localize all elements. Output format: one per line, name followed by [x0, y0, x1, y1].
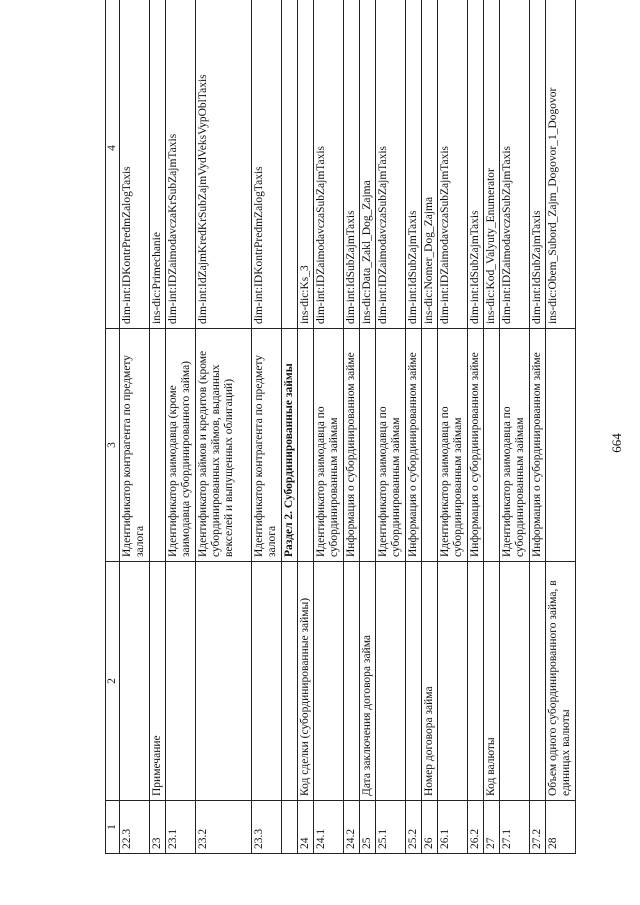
- row-number-cell: 24: [298, 801, 314, 854]
- header-cell-3: 3: [106, 329, 120, 562]
- row-description-cell: [422, 329, 438, 562]
- table-row: [166, 0, 196, 854]
- row-description-cell: Идентификатор займов и кредитов (кроме субординированных займов, выданных векселей и выпущенных облигаций): [196, 329, 252, 562]
- row-description-cell: Идентификатор заимодавца по субординированным займам: [500, 329, 530, 562]
- row-code-cell: ins-dic:Primechanie: [150, 0, 166, 329]
- table-header-row: [106, 0, 120, 854]
- header-cell-4: 4: [106, 0, 120, 329]
- register-table-body: [106, 0, 576, 854]
- table-row: [252, 0, 282, 854]
- row-name-cell: Объем одного субординированного займа, в единицах валюты: [546, 562, 576, 801]
- table-row: [530, 0, 546, 854]
- row-code-cell: dim-int:IDZaimodavczaSubZajmTaxis: [376, 0, 406, 329]
- table-row: [120, 0, 150, 854]
- row-description-cell: Раздел 2. Субординированные займы: [282, 329, 298, 562]
- row-number-cell: 25.2: [406, 801, 422, 854]
- row-number-cell: 23.1: [166, 801, 196, 854]
- row-name-cell: Код сделки (субординированные займы): [298, 562, 314, 801]
- table-row: [468, 0, 484, 854]
- row-name-cell: Дата заключения договора займа: [360, 562, 376, 801]
- row-description-cell: Информация о субординированном займе: [344, 329, 360, 562]
- row-code-cell: dim-int:IDZaimodavczaSubZajmTaxis: [438, 0, 468, 329]
- row-description-cell: [298, 329, 314, 562]
- row-name-cell: [196, 562, 252, 801]
- row-description-cell: Идентификатор заимодавца по субординированным займам: [438, 329, 468, 562]
- table-row: [484, 0, 500, 854]
- row-code-cell: ins-dic:Nomer_Dog_Zajma: [422, 0, 438, 329]
- row-number-cell: 25: [360, 801, 376, 854]
- row-number-cell: 28: [546, 801, 576, 854]
- row-name-cell: [376, 562, 406, 801]
- table-row: [546, 0, 576, 854]
- row-code-cell: dim-int:IDKontrPredmZalogTaxis: [252, 0, 282, 329]
- row-name-cell: [314, 562, 344, 801]
- row-description-cell: Идентификатор заимодавца по субординированным займам: [314, 329, 344, 562]
- page-number: 664: [609, 433, 624, 453]
- row-code-cell: dim-int:IdSubZajmTaxis: [530, 0, 546, 329]
- row-name-cell: [500, 562, 530, 801]
- row-name-cell: [252, 562, 282, 801]
- row-code-cell: dim-int:IDZaimodavczaKrSubZajmTaxis: [166, 0, 196, 329]
- table-row: [344, 0, 360, 854]
- row-number-cell: 26.1: [438, 801, 468, 854]
- row-name-cell: [468, 562, 484, 801]
- row-description-cell: [484, 329, 500, 562]
- table-row: [360, 0, 376, 854]
- row-number-cell: 22.3: [120, 801, 150, 854]
- row-number-cell: 27.2: [530, 801, 546, 854]
- row-code-cell: dim-int:IdZajmKredKrSubZajmVydVeksVypOblTaxis: [196, 0, 252, 329]
- rotated-table-container: [105, 4, 591, 854]
- row-name-cell: [530, 562, 546, 801]
- row-name-cell: [120, 562, 150, 801]
- row-name-cell: Примечание: [150, 562, 166, 801]
- row-description-cell: [150, 329, 166, 562]
- table-row: [150, 0, 166, 854]
- row-description-cell: [360, 329, 376, 562]
- row-description-cell: Информация о субординированном займе: [468, 329, 484, 562]
- row-description-cell: Идентификатор заимодавца по субординированным займам: [376, 329, 406, 562]
- row-code-cell: ins-dic:Ks_3: [298, 0, 314, 329]
- table-row: [500, 0, 530, 854]
- row-number-cell: 24.1: [314, 801, 344, 854]
- row-name-cell: Код валюты: [484, 562, 500, 801]
- row-code-cell: dim-int:IdSubZajmTaxis: [344, 0, 360, 329]
- row-code-cell: dim-int:IdSubZajmTaxis: [406, 0, 422, 329]
- table-row: [376, 0, 406, 854]
- row-description-cell: Идентификатор контрагента по предмету залога: [120, 329, 150, 562]
- row-code-cell: ins-dic:Kod_Valyuty_Enumerator: [484, 0, 500, 329]
- row-number-cell: 23: [150, 801, 166, 854]
- section-header-row: [282, 0, 298, 854]
- row-description-cell: Информация о субординированном займе: [406, 329, 422, 562]
- table-row: [406, 0, 422, 854]
- table-row: [422, 0, 438, 854]
- row-number-cell: 26: [422, 801, 438, 854]
- table-row: [438, 0, 468, 854]
- row-name-cell: [438, 562, 468, 801]
- row-name-cell: [282, 562, 298, 801]
- header-cell-1: 1: [106, 801, 120, 854]
- row-number-cell: 27: [484, 801, 500, 854]
- row-description-cell: Информация о субординированном займе: [530, 329, 546, 562]
- row-code-cell: dim-int:IDZaimodavczaSubZajmTaxis: [500, 0, 530, 329]
- row-description-cell: Идентификатор заимодавца (кроме заимодавца субординированного займа): [166, 329, 196, 562]
- register-table: [105, 0, 576, 854]
- header-cell-2: 2: [106, 562, 120, 801]
- row-name-cell: Номер договора займа: [422, 562, 438, 801]
- row-code-cell: ins-dic:Data_Zakl_Dog_Zajma: [360, 0, 376, 329]
- row-name-cell: [406, 562, 422, 801]
- row-number-cell: 26.2: [468, 801, 484, 854]
- row-number-cell: 23.2: [196, 801, 252, 854]
- row-description-cell: Идентификатор контрагента по предмету залога: [252, 329, 282, 562]
- row-name-cell: [344, 562, 360, 801]
- row-code-cell: dim-int:IDZaimodavczaSubZajmTaxis: [314, 0, 344, 329]
- table-row: [314, 0, 344, 854]
- row-code-cell: [282, 0, 298, 329]
- row-code-cell: dim-int:IDKontrPredmZalogTaxis: [120, 0, 150, 329]
- row-code-cell: ins-dic:Obem_Subord_Zajm_Dogovor_1_Dogovor: [546, 0, 576, 329]
- row-number-cell: 27.1: [500, 801, 530, 854]
- row-description-cell: [546, 329, 576, 562]
- row-name-cell: [166, 562, 196, 801]
- row-number-cell: [282, 801, 298, 854]
- table-row: [298, 0, 314, 854]
- row-number-cell: 24.2: [344, 801, 360, 854]
- row-number-cell: 25.1: [376, 801, 406, 854]
- row-code-cell: dim-int:IdSubZajmTaxis: [468, 0, 484, 329]
- table-row: [196, 0, 252, 854]
- row-number-cell: 23.3: [252, 801, 282, 854]
